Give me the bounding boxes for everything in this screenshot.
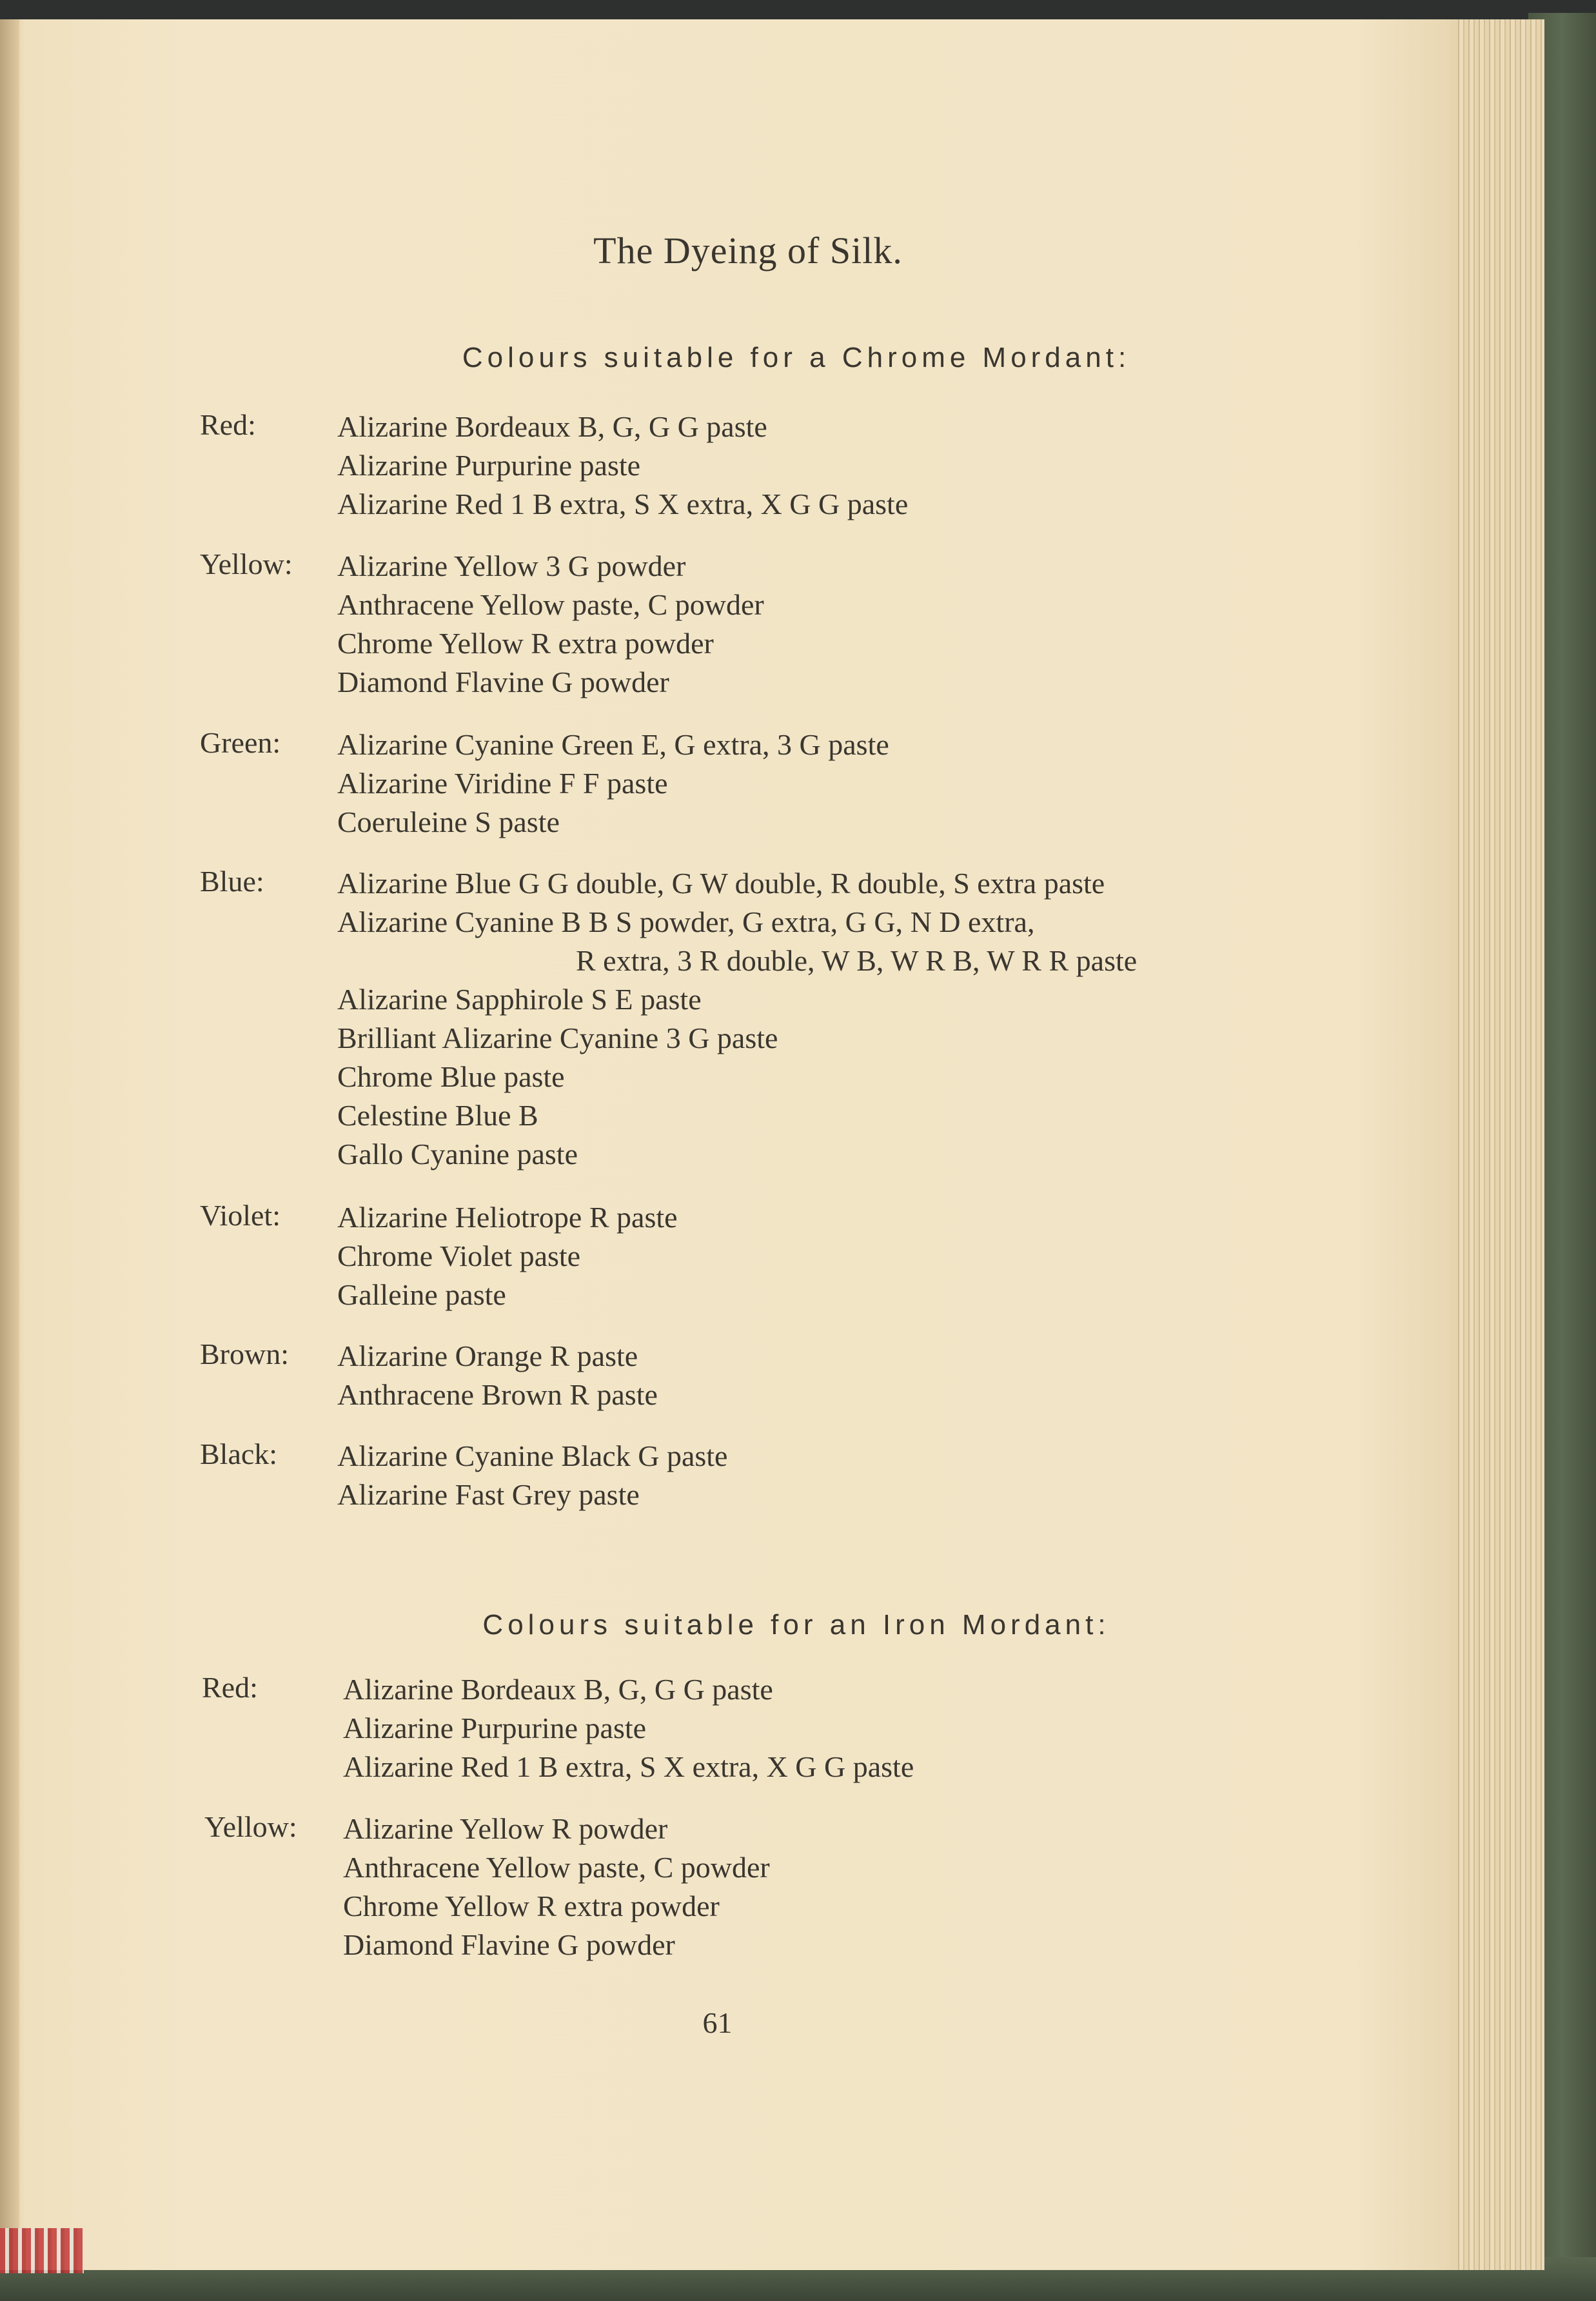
group-items: [343, 1810, 770, 1964]
group-label: Black:: [200, 1437, 278, 1470]
list-item: Alizarine Cyanine Black G paste: [337, 1439, 728, 1472]
group-items: [337, 1337, 658, 1414]
list-item: Alizarine Blue G G double, G W double, R double, S extra paste: [337, 867, 1105, 900]
page-title: The Dyeing of Silk.: [593, 230, 903, 272]
group-label: Blue:: [200, 865, 264, 898]
list-item: Alizarine Yellow 3 G powder: [337, 549, 686, 582]
list-item: Alizarine Fast Grey paste: [337, 1478, 640, 1511]
list-item-continuation: R extra, 3 R double, W B, W R B, W R R paste: [576, 944, 1138, 977]
list-item: Alizarine Cyanine B B S powder, G extra, G G, N D extra,: [337, 905, 1035, 938]
list-item: Anthracene Yellow paste, C powder: [343, 1851, 770, 1884]
list-item: Alizarine Purpurine paste: [343, 1712, 647, 1744]
list-item: Brilliant Alizarine Cyanine 3 G paste: [337, 1022, 778, 1054]
list-item: Alizarine Purpurine paste: [337, 449, 641, 482]
list-item: Alizarine Yellow R powder: [343, 1812, 668, 1845]
list-item: Chrome Violet paste: [337, 1239, 581, 1272]
section-heading-iron: Colours suitable for an Iron Mordant:: [482, 1609, 1110, 1641]
list-item: Chrome Blue paste: [337, 1060, 565, 1093]
group-label: Violet:: [200, 1199, 281, 1232]
group-items: [337, 408, 908, 524]
list-item: Alizarine Orange R paste: [337, 1339, 638, 1372]
list-item: Coeruleine S paste: [337, 805, 560, 838]
section-heading-chrome: Colours suitable for a Chrome Mordant:: [462, 342, 1131, 373]
page-number: 61: [702, 2006, 733, 2039]
group-label: Yellow:: [200, 548, 293, 580]
list-item: Gallo Cyanine paste: [337, 1138, 578, 1170]
group-label: Red:: [202, 1671, 258, 1704]
list-item: Celestine Blue B: [337, 1099, 538, 1132]
list-item: Alizarine Red 1 B extra, S X extra, X G G paste: [337, 488, 909, 520]
group-label: Red:: [200, 408, 256, 441]
list-item: Alizarine Bordeaux B, G, G G paste: [343, 1673, 773, 1706]
list-item: Alizarine Heliotrope R paste: [337, 1201, 678, 1234]
list-item: Diamond Flavine G powder: [337, 666, 669, 698]
list-item: Alizarine Bordeaux B, G, G G paste: [337, 410, 767, 443]
list-item: Alizarine Cyanine Green E, G extra, 3 G paste: [337, 728, 889, 761]
group-items: [337, 864, 1137, 1174]
group-items: [337, 547, 764, 702]
list-item: Alizarine Sapphirole S E paste: [337, 983, 702, 1016]
group-label: Brown:: [200, 1338, 289, 1370]
group-label: Yellow:: [204, 1810, 297, 1843]
list-item: Galleine paste: [337, 1278, 506, 1311]
list-item: Chrome Yellow R extra powder: [337, 627, 714, 660]
list-item: Diamond Flavine G powder: [343, 1928, 675, 1961]
group-label: Green:: [200, 726, 281, 759]
group-items: [337, 726, 889, 842]
list-item: Alizarine Viridine F F paste: [337, 767, 668, 800]
group-items: [337, 1437, 727, 1514]
bookmark-ribbon: [0, 2228, 84, 2273]
list-item: Alizarine Red 1 B extra, S X extra, X G G paste: [343, 1750, 914, 1783]
group-items: [337, 1198, 678, 1314]
list-item: Anthracene Brown R paste: [337, 1378, 658, 1411]
list-item: Chrome Yellow R extra powder: [343, 1890, 720, 1922]
list-item: Anthracene Yellow paste, C powder: [337, 588, 764, 621]
group-items: [343, 1670, 914, 1786]
